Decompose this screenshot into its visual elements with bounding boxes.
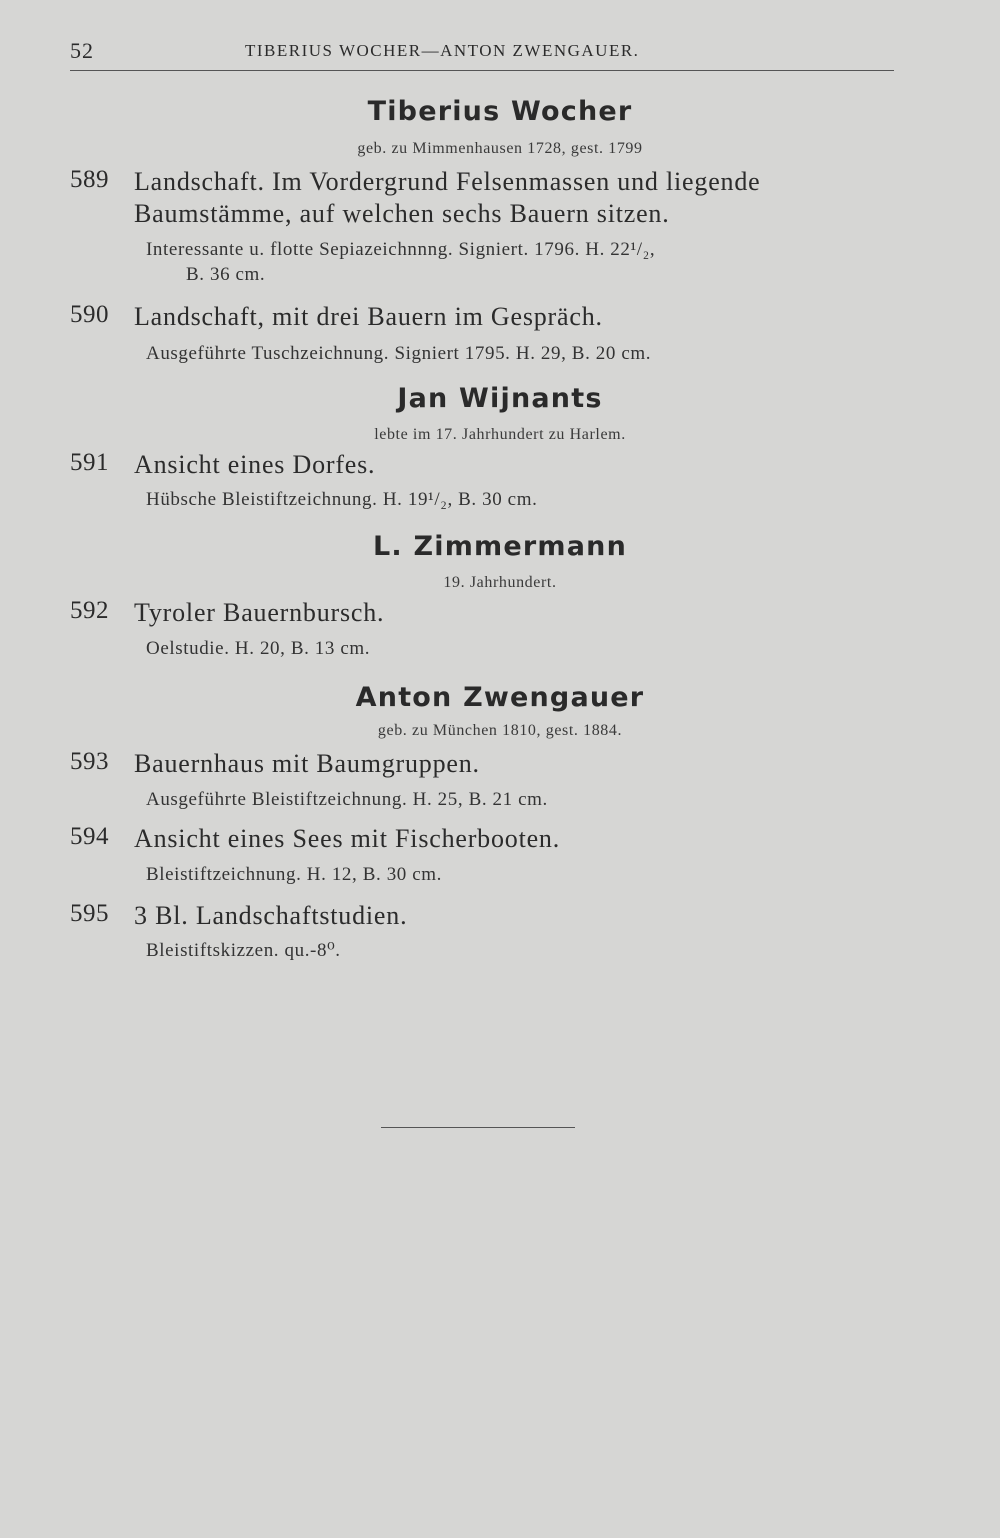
header-rule bbox=[70, 70, 894, 71]
artist-dates: lebte im 17. Jahrhundert zu Harlem. bbox=[374, 426, 626, 443]
lot-number: 590 bbox=[70, 301, 109, 328]
artist-dates: geb. zu München 1810, gest. 1884. bbox=[377, 722, 623, 739]
lot-description: Oelstudie. H. 20, B. 13 cm. bbox=[146, 638, 371, 659]
lot-title: Bauernhaus mit Baumgruppen. bbox=[134, 749, 480, 778]
lot-description: Bleistiftzeichnung. H. 12, B. 30 cm. bbox=[146, 864, 443, 885]
artist-dates: geb. zu Mimmenhausen 1728, gest. 1799 bbox=[357, 140, 643, 157]
lot-number: 594 bbox=[70, 823, 109, 850]
lot-description: Interessante u. flotte Sepiazeichnnng. Signiert. 1796. H. 22¹/₂, bbox=[146, 239, 656, 260]
page-number: 52 bbox=[70, 38, 94, 63]
artist-name: Tiberius Wocher bbox=[367, 96, 633, 127]
running-title: TIBERIUS WOCHER—ANTON ZWENGAUER. bbox=[245, 41, 640, 60]
lot-title-line: Landschaft. Im Vordergrund Felsenmassen und liegende bbox=[134, 167, 761, 196]
running-head bbox=[70, 38, 894, 74]
lot-number: 593 bbox=[70, 748, 109, 775]
artist-name: L. Zimmermann bbox=[373, 531, 627, 562]
lot-description: Ausgeführte Tuschzeichnung. Signiert 1795. H. 29, B. 20 cm. bbox=[146, 343, 652, 364]
artist-name: Jan Wijnants bbox=[397, 383, 603, 414]
lot-title bbox=[134, 166, 899, 230]
lot-title: Landschaft, mit drei Bauern im Gespräch. bbox=[134, 302, 603, 331]
artist-dates: 19. Jahrhundert. bbox=[443, 574, 557, 591]
lot-description: Ausgeführte Bleistiftzeichnung. H. 25, B. 21 cm. bbox=[146, 789, 548, 810]
lot-number: 592 bbox=[70, 597, 109, 624]
lot-description: Hübsche Bleistiftzeichnung. H. 19¹/₂, B. 30 cm. bbox=[146, 489, 538, 510]
lot-description-cont: B. 36 cm. bbox=[186, 264, 266, 285]
lot-title: Ansicht eines Sees mit Fischerbooten. bbox=[134, 824, 561, 853]
lot-description: Bleistiftskizzen. qu.-8⁰. bbox=[146, 940, 341, 961]
end-rule bbox=[381, 1127, 575, 1128]
lot-title: 3 Bl. Landschaftstudien. bbox=[134, 901, 408, 930]
lot-number: 591 bbox=[70, 449, 109, 476]
lot-title-line: Baumstämme, auf welchen sechs Bauern sitzen. bbox=[134, 199, 670, 228]
lot-title: Tyroler Bauernbursch. bbox=[134, 598, 385, 627]
lot-number: 589 bbox=[70, 166, 109, 193]
lot-title: Ansicht eines Dorfes. bbox=[134, 450, 376, 479]
artist-name: Anton Zwengauer bbox=[355, 682, 645, 713]
lot-number: 595 bbox=[70, 900, 109, 927]
